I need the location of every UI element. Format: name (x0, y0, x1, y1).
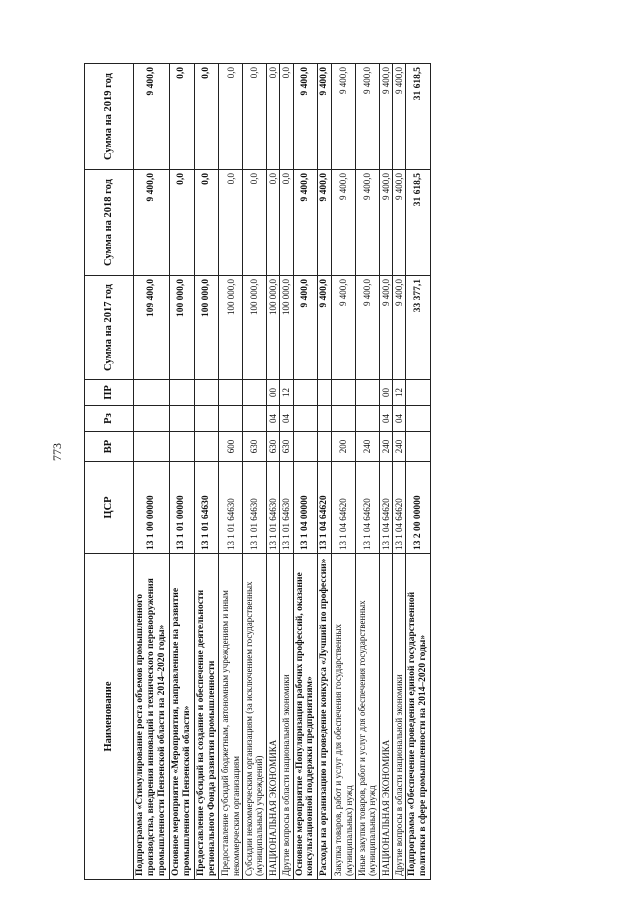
row-rz-cell: 04 (280, 406, 293, 432)
row-rz-cell: 04 (266, 406, 279, 432)
row-vr-cell: 240 (355, 432, 379, 462)
row-pr-cell (169, 380, 194, 406)
row-csr-cell: 13 1 04 64620 (332, 462, 356, 554)
row-sum-2018-cell: 9 400,0 (134, 170, 170, 276)
row-name-cell: Основное мероприятие «Популяризация рабочих профессий, оказание консультационной поддержки предприятиям» (293, 554, 318, 880)
row-sum-2019-cell: 0,0 (266, 64, 279, 170)
row-csr-cell: 13 1 04 64620 (355, 462, 379, 554)
header-sum-2018: Сумма на 2018 год (85, 170, 134, 276)
header-csr: ЦСР (85, 462, 134, 554)
row-name-cell: НАЦИОНАЛЬНАЯ ЭКОНОМИКА (266, 554, 279, 880)
row-name-cell: Закупка товаров, работ и услуг для обеспечения государственных (муниципальных) нужд (332, 554, 356, 880)
row-sum-2017-cell: 9 400,0 (393, 276, 406, 380)
row-name-cell: НАЦИОНАЛЬНАЯ ЭКОНОМИКА (379, 554, 392, 880)
row-sum-2017-cell: 9 400,0 (379, 276, 392, 380)
row-csr-cell: 13 1 01 64630 (219, 462, 243, 554)
row-name-cell: Предоставление субсидий бюджетным, автономным учреждениям и иным некоммерческим организациям (219, 554, 243, 880)
row-rz-cell (293, 406, 318, 432)
row-sum-2018-cell: 0,0 (169, 170, 194, 276)
row-name-cell: Другие вопросы в области национальной экономики (393, 554, 406, 880)
row-sum-2019-cell: 0,0 (169, 64, 194, 170)
row-rz-cell (355, 406, 379, 432)
row-name-cell: Иные закупки товаров, работ и услуг для обеспечения государственных (муниципальных) нужд (355, 554, 379, 880)
row-pr-cell (293, 380, 318, 406)
row-name-cell: Субсидии некоммерческим организациям (за исключением государственных (муниципальных) учреждений) (243, 554, 267, 880)
row-name-cell: Основное мероприятие «Мероприятия, направленные на развитие промышленности Пензенской области» (169, 554, 194, 880)
row-rz-cell: 04 (379, 406, 392, 432)
row-sum-2019-cell: 0,0 (280, 64, 293, 170)
row-sum-2018-cell: 0,0 (280, 170, 293, 276)
row-vr-cell: 240 (379, 432, 392, 462)
row-csr-cell: 13 1 01 64630 (243, 462, 267, 554)
table-row (169, 64, 194, 880)
table-row (332, 64, 356, 880)
table-row (355, 64, 379, 880)
row-sum-2019-cell: 9 400,0 (318, 64, 332, 170)
row-rz-cell (406, 406, 431, 432)
table-body (134, 64, 431, 880)
row-pr-cell (355, 380, 379, 406)
row-vr-cell (293, 432, 318, 462)
row-vr-cell (134, 432, 170, 462)
header-vr: ВР (85, 432, 134, 462)
row-sum-2018-cell: 0,0 (266, 170, 279, 276)
row-pr-cell (219, 380, 243, 406)
table-row (194, 64, 219, 880)
row-rz-cell (194, 406, 219, 432)
row-sum-2018-cell: 9 400,0 (379, 170, 392, 276)
row-sum-2018-cell: 9 400,0 (293, 170, 318, 276)
row-csr-cell: 13 1 04 64620 (318, 462, 332, 554)
budget-table-container (84, 64, 604, 880)
row-sum-2017-cell: 100 000,0 (219, 276, 243, 380)
row-rz-cell (243, 406, 267, 432)
header-name: Наименование (85, 554, 134, 880)
row-pr-cell: 12 (280, 380, 293, 406)
row-sum-2019-cell: 31 618,5 (406, 64, 431, 170)
row-sum-2017-cell: 9 400,0 (318, 276, 332, 380)
header-sum-2017: Сумма на 2017 год (85, 276, 134, 380)
row-pr-cell (134, 380, 170, 406)
row-rz-cell: 04 (393, 406, 406, 432)
table-row (293, 64, 318, 880)
row-vr-cell (169, 432, 194, 462)
row-sum-2018-cell: 9 400,0 (393, 170, 406, 276)
row-sum-2017-cell: 9 400,0 (293, 276, 318, 380)
row-sum-2017-cell: 100 000,0 (266, 276, 279, 380)
row-sum-2018-cell: 9 400,0 (318, 170, 332, 276)
row-name-cell: Подпрограмма «Стимулирование роста объемов промышленного производства, внедрения инноваций и технического перевооружения промышленности Пензенской области на 2014–2020 годы» (134, 554, 170, 880)
table-row (280, 64, 293, 880)
row-rz-cell (134, 406, 170, 432)
budget-table (84, 63, 431, 880)
table-header-row (85, 64, 134, 880)
row-csr-cell: 13 1 01 64630 (280, 462, 293, 554)
header-rz: Рз (85, 406, 134, 432)
row-name-cell: Расходы на организацию и проведение конкурса «Лучший по профессии» (318, 554, 332, 880)
table-row (393, 64, 406, 880)
row-csr-cell: 13 2 00 00000 (406, 462, 431, 554)
row-pr-cell (406, 380, 431, 406)
row-sum-2017-cell: 9 400,0 (332, 276, 356, 380)
row-vr-cell (194, 432, 219, 462)
table-row (243, 64, 267, 880)
row-vr-cell: 240 (393, 432, 406, 462)
row-vr-cell: 200 (332, 432, 356, 462)
row-sum-2019-cell: 9 400,0 (332, 64, 356, 170)
row-csr-cell: 13 1 01 64630 (194, 462, 219, 554)
row-sum-2017-cell: 33 377,1 (406, 276, 431, 380)
row-sum-2017-cell: 9 400,0 (355, 276, 379, 380)
row-csr-cell: 13 1 04 00000 (293, 462, 318, 554)
row-sum-2019-cell: 9 400,0 (134, 64, 170, 170)
row-pr-cell (194, 380, 219, 406)
row-rz-cell (318, 406, 332, 432)
row-csr-cell: 13 1 04 64620 (393, 462, 406, 554)
row-sum-2019-cell: 9 400,0 (355, 64, 379, 170)
row-csr-cell: 13 1 01 00000 (169, 462, 194, 554)
row-sum-2017-cell: 100 000,0 (194, 276, 219, 380)
table-row (266, 64, 279, 880)
row-sum-2018-cell: 0,0 (219, 170, 243, 276)
table-row (318, 64, 332, 880)
row-name-cell: Подпрограмма «Обеспечение проведения единой государственной политики в сфере промышленности на 2014–2020 годы» (406, 554, 431, 880)
row-sum-2018-cell: 0,0 (194, 170, 219, 276)
row-pr-cell: 12 (393, 380, 406, 406)
row-rz-cell (332, 406, 356, 432)
table-row (406, 64, 431, 880)
header-pr: ПР (85, 380, 134, 406)
table-row (134, 64, 170, 880)
row-pr-cell: 00 (379, 380, 392, 406)
row-pr-cell (332, 380, 356, 406)
row-vr-cell: 630 (280, 432, 293, 462)
row-pr-cell: 00 (266, 380, 279, 406)
row-csr-cell: 13 1 01 64630 (266, 462, 279, 554)
row-sum-2019-cell: 0,0 (219, 64, 243, 170)
row-vr-cell: 630 (266, 432, 279, 462)
row-vr-cell (318, 432, 332, 462)
table-row (219, 64, 243, 880)
row-sum-2018-cell: 9 400,0 (332, 170, 356, 276)
page-number: 773 (50, 443, 64, 461)
row-name-cell: Предоставление субсидий на создание и обеспечение деятельности регионального Фонда развития промышленности (194, 554, 219, 880)
row-csr-cell: 13 1 00 00000 (134, 462, 170, 554)
row-sum-2018-cell: 31 618,5 (406, 170, 431, 276)
row-vr-cell (406, 432, 431, 462)
row-rz-cell (219, 406, 243, 432)
row-vr-cell: 600 (219, 432, 243, 462)
row-sum-2018-cell: 9 400,0 (355, 170, 379, 276)
row-sum-2018-cell: 0,0 (243, 170, 267, 276)
row-sum-2017-cell: 100 000,0 (243, 276, 267, 380)
row-sum-2019-cell: 9 400,0 (379, 64, 392, 170)
row-pr-cell (243, 380, 267, 406)
row-sum-2017-cell: 100 000,0 (169, 276, 194, 380)
row-csr-cell: 13 1 04 64620 (379, 462, 392, 554)
row-sum-2019-cell: 9 400,0 (293, 64, 318, 170)
row-sum-2019-cell: 9 400,0 (393, 64, 406, 170)
row-name-cell: Другие вопросы в области национальной экономики (280, 554, 293, 880)
row-sum-2017-cell: 100 000,0 (280, 276, 293, 380)
row-sum-2019-cell: 0,0 (194, 64, 219, 170)
row-pr-cell (318, 380, 332, 406)
header-sum-2019: Сумма на 2019 год (85, 64, 134, 170)
row-sum-2019-cell: 0,0 (243, 64, 267, 170)
table-row (379, 64, 392, 880)
row-sum-2017-cell: 109 400,0 (134, 276, 170, 380)
row-rz-cell (169, 406, 194, 432)
row-vr-cell: 630 (243, 432, 267, 462)
